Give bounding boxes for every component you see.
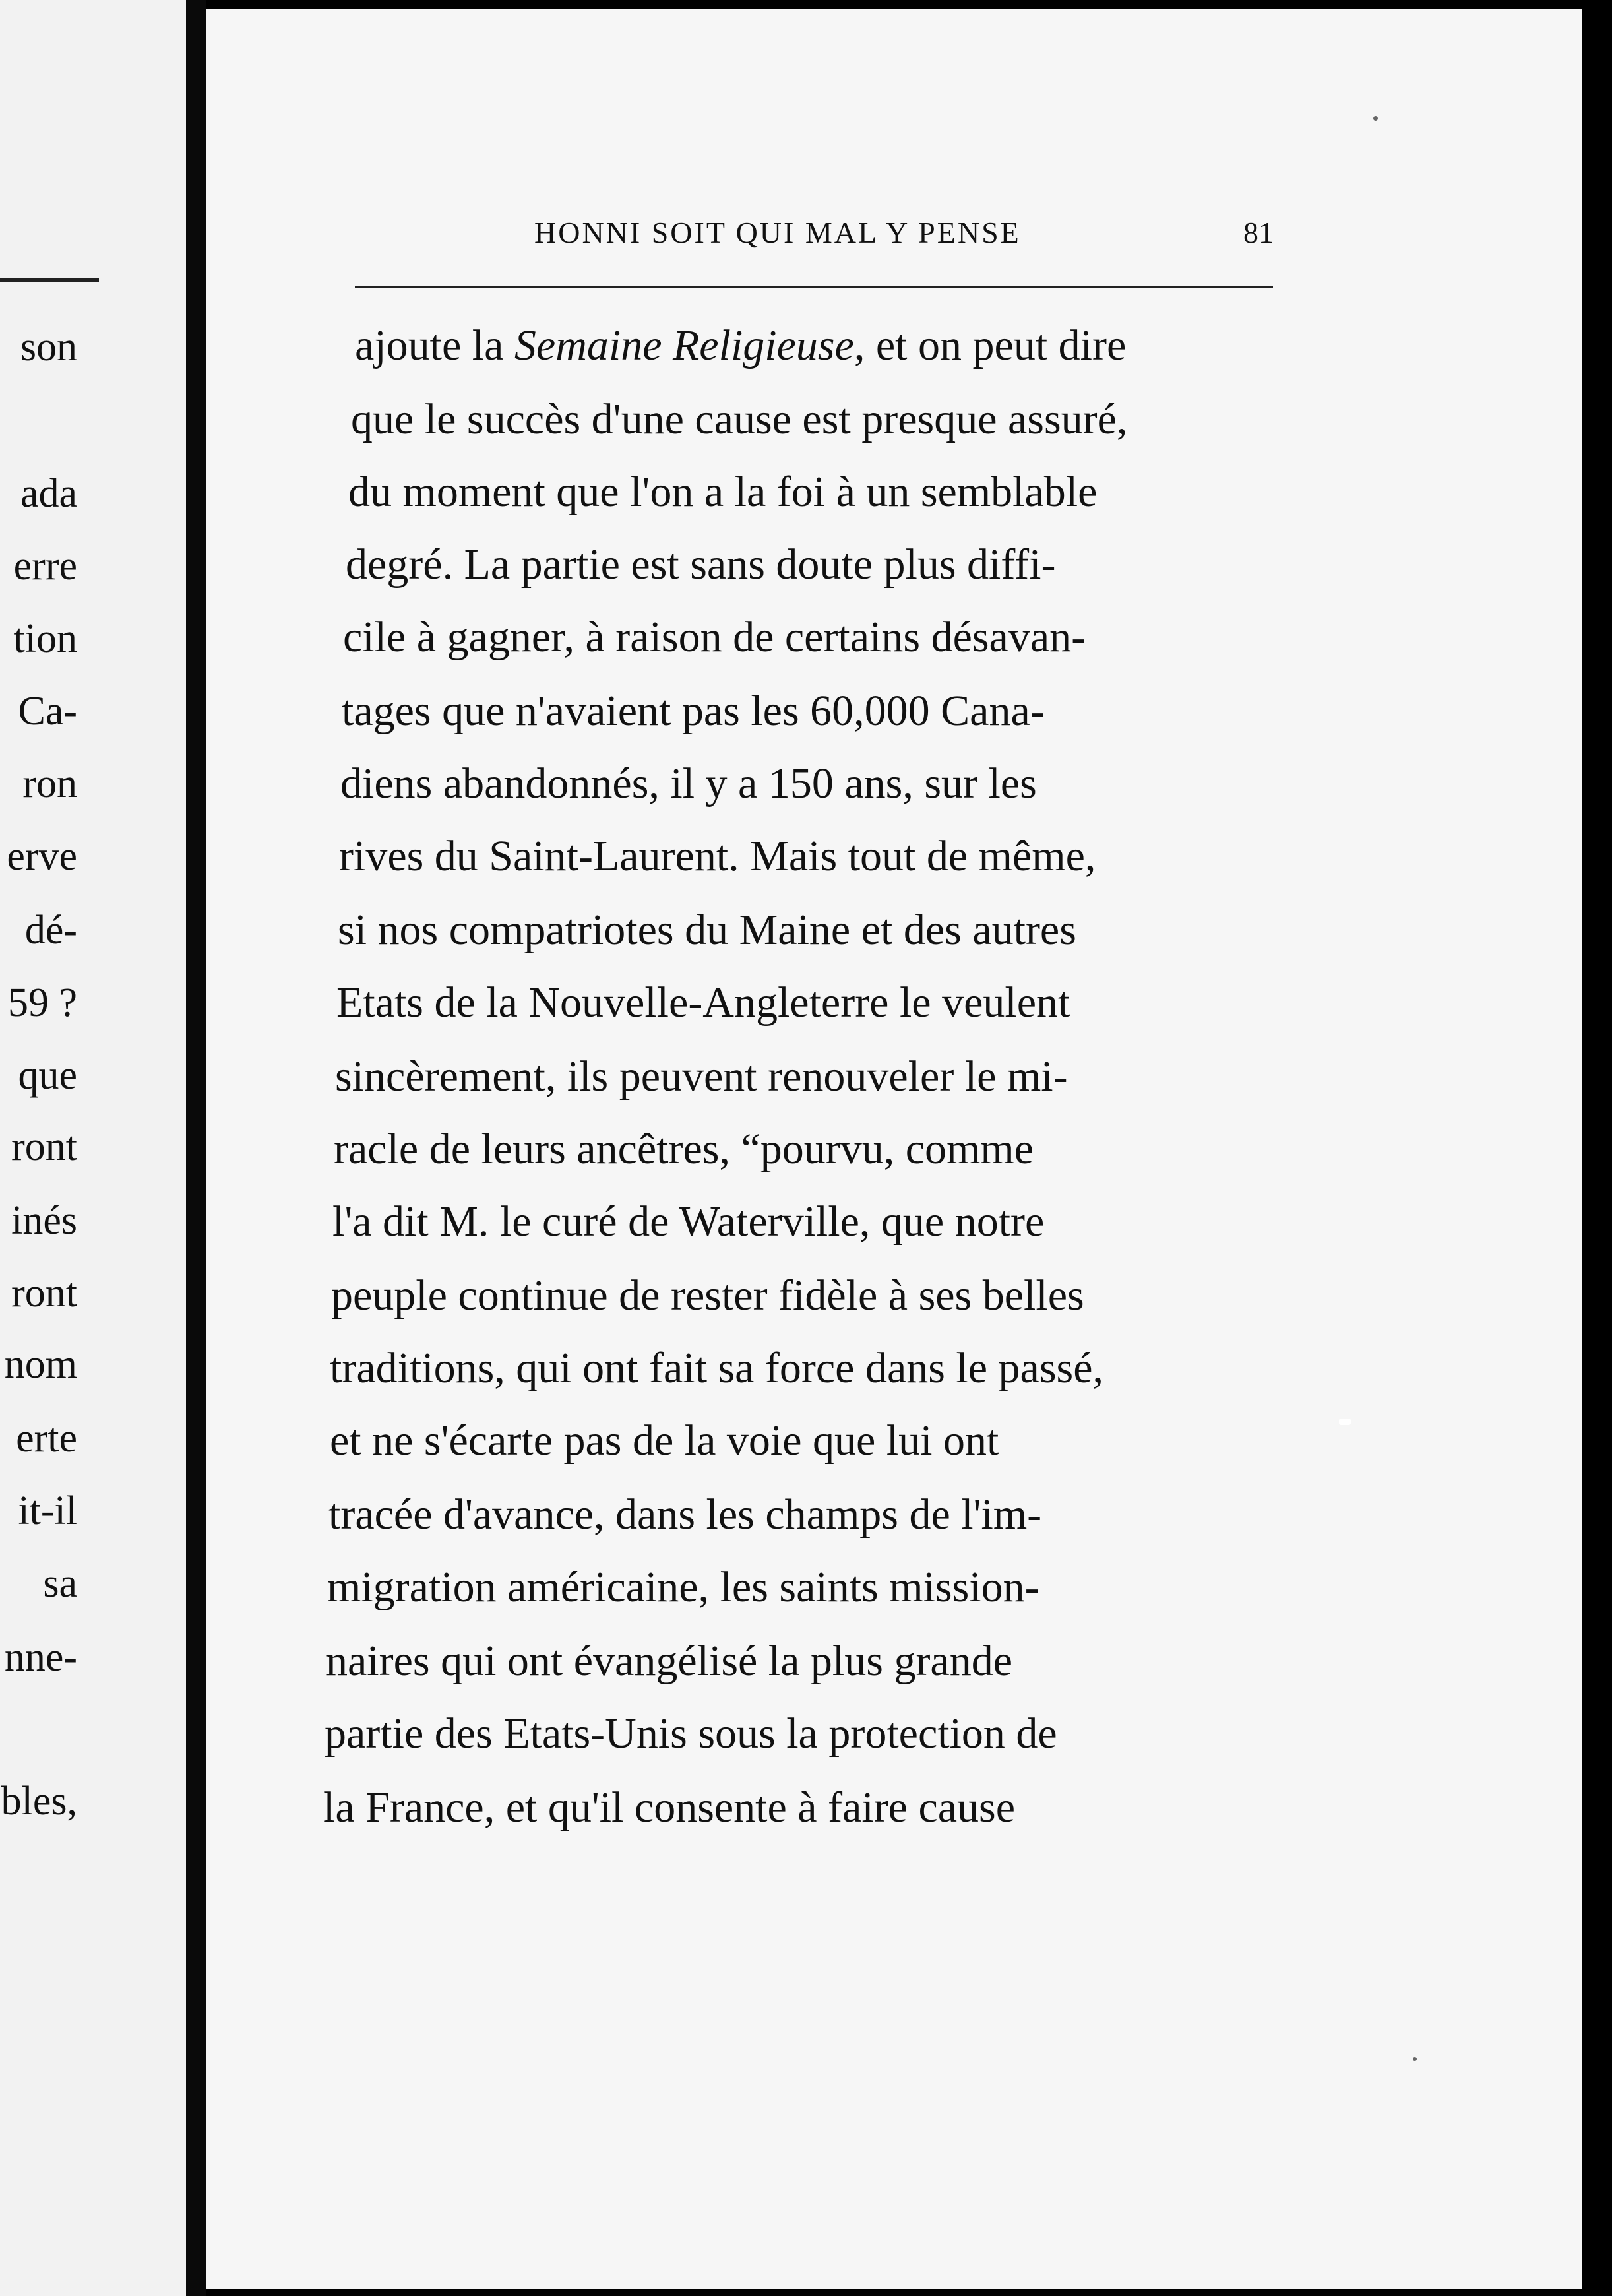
body-line: diens abandonnés, il y a 150 ans, sur les: [340, 759, 1037, 808]
previous-page-fragment: inés: [11, 1198, 77, 1243]
page-edge-shadow: [1582, 0, 1612, 2296]
body-line: cile à gagner, à raison de certains désavan-: [343, 613, 1086, 661]
body-line: du moment que l'on a la foi à un semblable: [348, 468, 1098, 516]
header-rule: [355, 286, 1273, 288]
body-line: rives du Saint-Laurent. Mais tout de même,: [339, 832, 1096, 880]
paper-speck: [1339, 1419, 1351, 1425]
previous-page-fragment: ada: [20, 471, 77, 516]
previous-page-fragment: que: [18, 1053, 77, 1098]
previous-page-fragment: ron: [22, 761, 77, 806]
previous-page-fragment: sa: [43, 1561, 77, 1606]
previous-page-fragment: 59 ?: [7, 980, 77, 1025]
previous-page-fragment: erte: [16, 1416, 77, 1461]
body-line: Etats de la Nouvelle-Angleterre le veulent: [336, 978, 1070, 1027]
body-line: tracée d'avance, dans les champs de l'im-: [328, 1490, 1042, 1539]
previous-page-fragment: Ca-: [18, 689, 77, 734]
body-line: que le succès d'une cause est presque assuré,: [351, 395, 1128, 443]
previous-page-fragment: nom: [4, 1342, 77, 1387]
paper-speck: [1413, 2057, 1417, 2061]
body-line: degré. La partie est sans doute plus diffi-: [346, 540, 1056, 589]
previous-page-fragment: ront: [11, 1271, 77, 1316]
previous-page-fragment: erre: [13, 544, 77, 589]
page-gutter: [186, 0, 206, 2296]
body-line: racle de leurs ancêtres, “pourvu, comme: [334, 1125, 1034, 1173]
body-line: partie des Etats-Unis sous la protection de: [325, 1709, 1057, 1758]
previous-page-header-rule: [0, 278, 99, 282]
body-line: et ne s'écarte pas de la voie que lui ont: [330, 1417, 999, 1465]
body-line-text: ajoute la: [355, 321, 514, 369]
body-line: migration américaine, les saints mission-: [327, 1563, 1039, 1611]
body-line: tages que n'avaient pas les 60,000 Cana-: [342, 687, 1045, 735]
previous-page: [0, 0, 186, 2296]
body-line: [355, 321, 1127, 369]
previous-page-fragment: son: [20, 325, 77, 369]
page-number: 81: [1243, 216, 1274, 249]
previous-page-fragment: nne-: [4, 1635, 77, 1680]
body-line: l'a dit M. le curé de Waterville, que notre: [332, 1197, 1045, 1246]
body-line: peuple continue de rester fidèle à ses belles: [331, 1271, 1084, 1320]
body-line: sincèrement, ils peuvent renouveler le mi-: [335, 1052, 1068, 1100]
previous-page-fragment: ront: [11, 1124, 77, 1169]
body-line: si nos compatriotes du Maine et des autres: [338, 906, 1076, 954]
body-line: traditions, qui ont fait sa force dans le passé,: [330, 1344, 1104, 1392]
running-head: HONNI SOIT QUI MAL Y PENSE: [534, 216, 1021, 249]
body-line: la France, et qu'il consente à faire cause: [323, 1783, 1016, 1832]
paper-speck: [1373, 116, 1378, 121]
previous-page-fragment: dé-: [24, 908, 77, 953]
publication-title: Semaine Religieuse: [514, 321, 854, 369]
previous-page-fragment: bles,: [1, 1779, 77, 1824]
body-line-text: , et on peut dire: [853, 321, 1127, 369]
previous-page-fragment: erve: [7, 834, 77, 879]
body-line: naires qui ont évangélisé la plus grande: [326, 1637, 1013, 1685]
previous-page-fragment: tion: [13, 616, 77, 661]
previous-page-fragment: it-il: [18, 1488, 77, 1533]
